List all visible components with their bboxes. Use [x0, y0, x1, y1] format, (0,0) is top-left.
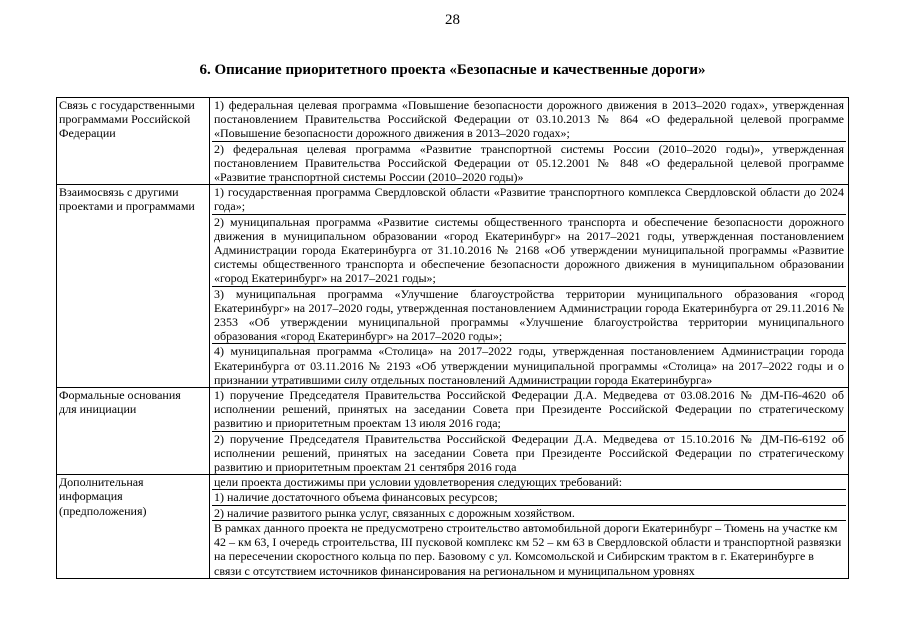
list-item: 4) муниципальная программа «Столица» на 2017–2022 годы, утвержденная постановлением Администрации города Екатеринбурга от 03.11.2016 № 2193 «Об утверждении муниципальной программы «Столица» на 2017–2022 годы и о признании утратившими силу отдельных постановлений Администрации города Екатеринбурга»	[214, 344, 844, 387]
row-label-line: Дополнительная	[59, 475, 144, 490]
row-label	[57, 475, 210, 578]
row-label-line: (предположения)	[59, 503, 147, 518]
row-label-line: Формальные основания	[59, 388, 181, 403]
table-row-related-projects	[57, 185, 849, 388]
list-item: 1) наличие достаточного объема финансовых ресурсов;	[212, 490, 846, 505]
row-label-line: информация	[59, 489, 123, 504]
row-content	[210, 388, 849, 475]
row-content	[210, 185, 849, 388]
list-item: 1) государственная программа Свердловской области «Развитие транспортного комплекса Свердловской области до 2024 года»;	[214, 185, 844, 214]
list-item: 2) муниципальная программа «Развитие системы общественного транспорта и обеспечение безопасности дорожного движения в муниципальном образовании «город Екатеринбург» на 2017–2021 годы, утвержденная постановлением Администрации города Екатеринбурга от 31.10.2016 № 2168 «Об утверждении муниципальной программы «Развитие системы общественного транспорта и обеспечение безопасности дорожного движения в муниципальном образовании «город Екатеринбург» на 2017–2021 годы»;	[214, 214, 844, 286]
row-label-line: программами Российской	[59, 112, 191, 127]
row-label-line: Взаимосвязь с другими	[59, 185, 179, 200]
list-item: цели проекта достижимы при условии удовлетворения следующих требований:	[212, 475, 846, 490]
row-label-line: для инициации	[59, 402, 137, 417]
row-content	[210, 475, 849, 578]
row-label	[57, 98, 210, 185]
row-label	[57, 388, 210, 475]
row-content	[210, 98, 849, 185]
row-label	[57, 185, 210, 388]
row-label-line: проектами и программами	[59, 199, 195, 214]
row-label-line: Федерации	[59, 126, 116, 141]
list-item: 2) наличие развитого рынка услуг, связанных с дорожным хозяйством.	[212, 506, 846, 521]
page-number: 28	[445, 12, 460, 28]
list-item: В рамках данного проекта не предусмотрено строительство автомобильной дороги Екатеринбург – Тюмень на участке км 42 – км 63, I очередь строительства, III пусковой комплекс км 52 – км 63 в Свердловской области и транспортной развязки на пересечении скоростного кольца по пер. Базовому с ул. Комсомольской и Сибирским трактом в г. Екатеринбурге в связи с отсутствием источников финансирования на региональном и муниципальном уровнях	[214, 520, 842, 578]
list-item: 1) федеральная целевая программа «Повышение безопасности дорожного движения в 2013–2020 годах», утвержденная постановлением Правительства Российской Федерации от 03.10.2013 № 864 «О федеральной целевой программе «Повышение безопасности дорожного движения в 2013–2020 годах»;	[214, 98, 844, 141]
section-title: 6. Описание приоритетного проекта «Безопасные и качественные дороги»	[199, 62, 706, 78]
row-label-line: Связь с государственными	[59, 98, 195, 112]
list-item: 2) федеральная целевая программа «Развитие транспортной системы России (2010–2020 годы)», утвержденная постановлением Правительства Российской Федерации от 05.12.2001 № 848 «О федеральной целевой программе «Развитие транспортной системы России (2010–2020 годы)»	[214, 141, 844, 185]
table-row-formal-grounds	[57, 388, 849, 475]
list-item: 3) муниципальная программа «Улучшение благоустройства территории муниципального образования «город Екатеринбург» на 2017–2020 годы, утвержденная постановлением Администрации города Екатеринбурга от 29.11.2016 № 2353 «Об утверждении муниципальной программы «Улучшение благоустройства территории муниципального образования «город Екатеринбург» на 2017–2020 годы»;	[214, 286, 844, 344]
table-row-state-programs	[57, 98, 849, 185]
project-description-table	[56, 97, 849, 579]
list-item: 1) поручение Председателя Правительства Российской Федерации Д.А. Медведева от 03.08.2016 № ДМ-П6-4620 об исполнении решений, принятых на заседании Совета при Президенте Российской Федерации по стратегическому развитию и приоритетным проектам 13 июля 2016 года;	[214, 388, 844, 431]
table-row-additional-info	[57, 475, 849, 578]
list-item: 2) поручение Председателя Правительства Российской Федерации Д.А. Медведева от 15.10.2016 № ДМ-П6-6192 об исполнении решений, принятых на заседании Совета при Президенте Российской Федерации по стратегическому развитию и приоритетным проектам 21 сентября 2016 года	[214, 431, 844, 475]
